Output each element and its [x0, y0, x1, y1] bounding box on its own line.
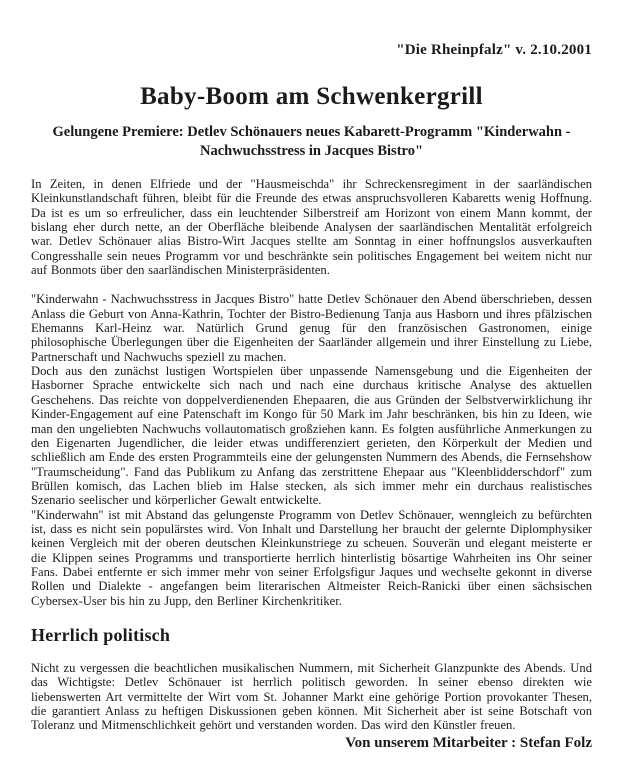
article-paragraph: Doch aus den zunächst lustigen Wortspielen über unpassende Namensgebung und die Eigenheiten der Hasborner Sprache entwickelte sich nach und nach eine durchaus kritische Analyse des aktuellen Geschehens. Das reichte von doppelverdienenden Ehepaaren, die aus Gründen der Selbstverwirklichung ihr Kinder-Engagement auf eine Patenschaft im Kongo für 50 Mark im Jahr beschränken, bis hin zu Ideen, wie man den ungeliebten Nachwuchs vollautomatisch großziehen kann. Es folgten ausführliche Anmerkungen zu den Eigenarten Jugendlicher, die leider etwas undifferenziert gerieten, den Körperkult der Medien und schließlich am Ende des ersten Programmteils eine der gelungensten Nummern des Abends, die Fernsehshow "Traumscheidung". Fand das Publikum zu Anfang das zerstrittene Ehepaar aus "Kleenblidderschdorf" zum Brüllen komisch, das Lachen blieb im Halse stecken, als sich immer mehr ein durchaus realistisches Szenario seelischer und körperlicher Gewalt entwickelte.	[31, 364, 592, 508]
article-byline: Von unserem Mitarbeiter : Stefan Folz	[345, 734, 592, 751]
article-paragraph: "Kinderwahn" ist mit Abstand das gelungenste Programm von Detlev Schönauer, wenngleich zu befürchten ist, dass es nicht sein populärstes wird. Von Inhalt und Darstellung her braucht der gelernte Diplomphysiker keinen Vergleich mit der oberen deutschen Kleinkunstriege zu scheuen. Souverän und elegant meisterte er die Klippen seines Programms und transportierte herrlich hinterlistig bösartige Wahrheiten ins Ohr seiner Fans. Dabei entfernte er sich immer mehr von seiner Erfolgsfigur Jaques und wechselte gekonnt in diverse Rollen und Dialekte - angefangen beim literarischen Altmeister Reich-Ranicki über einen sächsischen Cybersex-User bis hin zu Jupp, den Berliner Kirchenkritiker.	[31, 507, 592, 608]
article-subtitle: Gelungene Premiere: Detlev Schönauers neues Kabarett-Programm "Kinderwahn - Nachwuchsstress in Jacques Bistro"	[52, 124, 571, 159]
article-paragraph: Nicht zu vergessen die beachtlichen musikalischen Nummern, mit Sicherheit Glanzpunkte des Abends. Und das Wichtigste: Detlev Schönauer ist herrlich politisch geworden. In seiner ebenso direkten wie liebenswerten Art vermittelte der Wirt vom St. Johanner Markt eine gehörige Portion provokanter Thesen, die garantiert Anlass zu heftigen Diskussionen geben können. Mit Sicherheit aber ist seine Botschaft von Toleranz und Mitmenschlichkeit gehört und verstanden worden. Das wird den Künstler freuen.	[31, 660, 592, 733]
article-paragraph: In Zeiten, in denen Elfriede und der "Hausmeischda" ihr Schreckensregiment in der saarländischen Kleinkunstlandschaft führen, bleibt für die Freunde des etwas anspruchsvolleren Kabaretts wenig Hoffnung. Da ist es um so erfreulicher, dass ein leuchtender Silberstreif am Horizont von einem Mann kommt, der bislang eher durch nette, an der Oberfläche bleibende Analysen der saarländischen Mentalität erfolgreich war. Detlev Schönauer alias Bistro-Wirt Jacques stellte am Sonntag in einer hoffnungslos ausverkauften Congresshalle sein neues Programm vor und beschränkte sein politisches Engagement bei weitem nicht nur auf Bonmots über den saarländischen Ministerpräsidenten.	[31, 177, 592, 278]
section-heading: Herrlich politisch	[31, 624, 171, 645]
article-paragraph: "Kinderwahn - Nachwuchsstress in Jacques Bistro" hatte Detlev Schönauer den Abend überschrieben, dessen Anlass die Geburt von Anna-Kathrin, Tochter der Bistro-Bedienung Tanja aus Hasborn und ihres pfälzischen Ehemanns Karl-Heinz war. Natürlich Grund genug für den französischen Gastronomen, einige philosophische Überlegungen über die Eigenheiten der Saarländer allgemein und ihrer Einstellung zu Liebe, Partnerschaft und Nachwuchs speziell zu machen.	[31, 292, 592, 364]
section-body	[31, 661, 592, 733]
article-body	[31, 177, 592, 608]
article-title: Baby-Boom am Schwenkergrill	[140, 83, 483, 110]
publication-source: "Die Rheinpfalz" v. 2.10.2001	[396, 42, 592, 58]
